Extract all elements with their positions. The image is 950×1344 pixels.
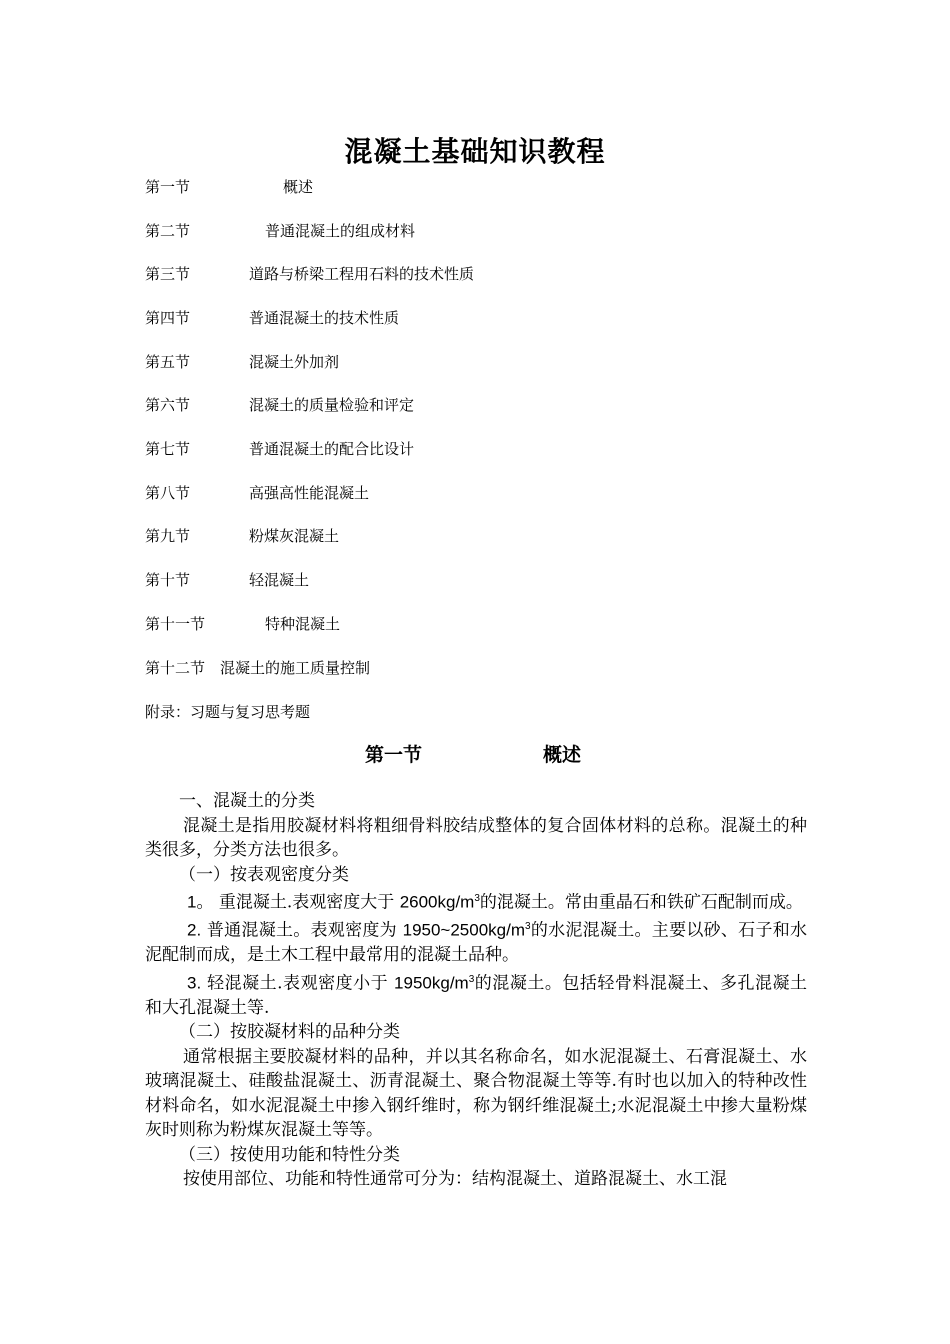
- paragraph: 通常根据主要胶凝材料的品种，并以其名称命名，如水泥混凝土、石膏混凝土、水玻璃混凝土、硅酸盐混凝土、沥青混凝土、聚合物混凝土等等.有时也以加入的特种改性材料命名，如水泥混凝土中掺入钢纤维时，称为钢纤维混凝土;水泥混凝土中掺大量粉煤灰时则称为粉煤灰混凝土等等。: [145, 1046, 807, 1141]
- toc-item-number: 第五节: [145, 353, 191, 371]
- category-heading: （三）按使用功能和特性分类: [179, 1144, 400, 1165]
- toc-item: [145, 658, 371, 678]
- toc-item-title: 普通混凝土的组成材料: [265, 222, 416, 240]
- list-item-text: 的水泥混凝土。主要以砂、石子和水泥配制而成，是土木工程中最常用的混凝土品种。: [145, 920, 808, 966]
- toc-item-number: 第六节: [145, 396, 191, 414]
- toc-item-number: 第三节: [145, 265, 191, 283]
- list-item-text: 轻混凝土.表观密度小于: [201, 973, 395, 994]
- toc-item: [145, 483, 370, 503]
- list-item: [145, 968, 807, 1021]
- list-item-number: 1: [187, 892, 197, 912]
- toc-appendix: 附录：习题与复习思考题: [145, 703, 311, 721]
- list-item-text: 的混凝土。常由重晶石和铁矿石配制而成。: [479, 892, 803, 913]
- toc-item-title: 混凝土的施工质量控制: [220, 659, 371, 677]
- toc-item-number: 第十节: [145, 571, 191, 589]
- density-value: 1950~2500kg/m: [402, 920, 526, 940]
- toc-item-title: 普通混凝土的技术性质: [249, 309, 400, 327]
- list-item-number: 2.: [187, 920, 202, 940]
- list-item: [145, 887, 807, 915]
- category-heading: （一）按表观密度分类: [179, 864, 349, 885]
- toc-item-title: 高强高性能混凝土: [249, 484, 370, 502]
- toc-item: [145, 570, 310, 590]
- toc-item: [145, 614, 341, 634]
- toc-item: [145, 221, 416, 241]
- toc-item: [145, 439, 415, 459]
- toc-item: [145, 308, 400, 328]
- superscript: 3: [474, 893, 480, 904]
- density-value: 2600kg/m: [399, 892, 475, 912]
- toc-item-number: 第十二节: [145, 659, 206, 677]
- paragraph: 按使用部位、功能和特性通常可分为：结构混凝土、道路混凝土、水工混: [183, 1169, 727, 1190]
- toc-item-number: 第四节: [145, 309, 191, 327]
- toc-item-number: 第一节: [145, 178, 191, 196]
- section-body: [145, 789, 807, 1192]
- list-item-text: 。 重混凝土.表观密度大于: [196, 892, 400, 913]
- toc-item-number: 第九节: [145, 527, 191, 545]
- toc-item-number: 第七节: [145, 440, 191, 458]
- superscript: 3: [468, 973, 475, 985]
- toc-item: [145, 395, 415, 415]
- toc-item-number: 第十一节: [145, 615, 206, 633]
- category-heading: （二）按胶凝材料的品种分类: [179, 1022, 400, 1043]
- superscript: 3: [525, 921, 531, 933]
- toc-item: [145, 526, 340, 546]
- toc-item: [145, 352, 340, 372]
- toc-item: [145, 264, 475, 284]
- toc-item-title: 混凝土的质量检验和评定: [249, 396, 415, 414]
- toc-item-title: 轻混凝土: [249, 571, 310, 589]
- subsection-heading: 一、混凝土的分类: [179, 791, 315, 811]
- toc-item: [145, 177, 314, 197]
- density-value: 1950kg/m: [394, 973, 469, 993]
- list-item-text: 普通混凝土。表观密度为: [201, 920, 403, 941]
- toc-item-title: 混凝土外加剂: [249, 353, 340, 371]
- toc-item-title: 粉煤灰混凝土: [249, 527, 340, 545]
- list-item: [145, 915, 807, 968]
- list-item-text: 的混凝土。包括轻骨料混凝土、多孔混凝土和大孔混凝土等.: [145, 973, 807, 1018]
- paragraph: 混凝土是指用胶凝材料将粗细骨料胶结成整体的复合固体材料的总称。混凝土的种类很多，分类方法也很多。: [145, 815, 807, 860]
- toc-item-title: 道路与桥梁工程用石料的技术性质: [249, 265, 475, 283]
- section-title: 概述: [543, 744, 582, 766]
- toc-item-number: 第八节: [145, 484, 191, 502]
- toc-item-title: 特种混凝土: [265, 615, 341, 633]
- toc-item-title: 概述: [283, 178, 314, 196]
- document-title: 混凝土基础知识教程: [344, 135, 606, 168]
- section-number: 第一节: [365, 744, 423, 766]
- toc-item-title: 普通混凝土的配合比设计: [249, 440, 415, 458]
- toc-item-number: 第二节: [145, 222, 191, 240]
- list-item-number: 3.: [187, 973, 202, 993]
